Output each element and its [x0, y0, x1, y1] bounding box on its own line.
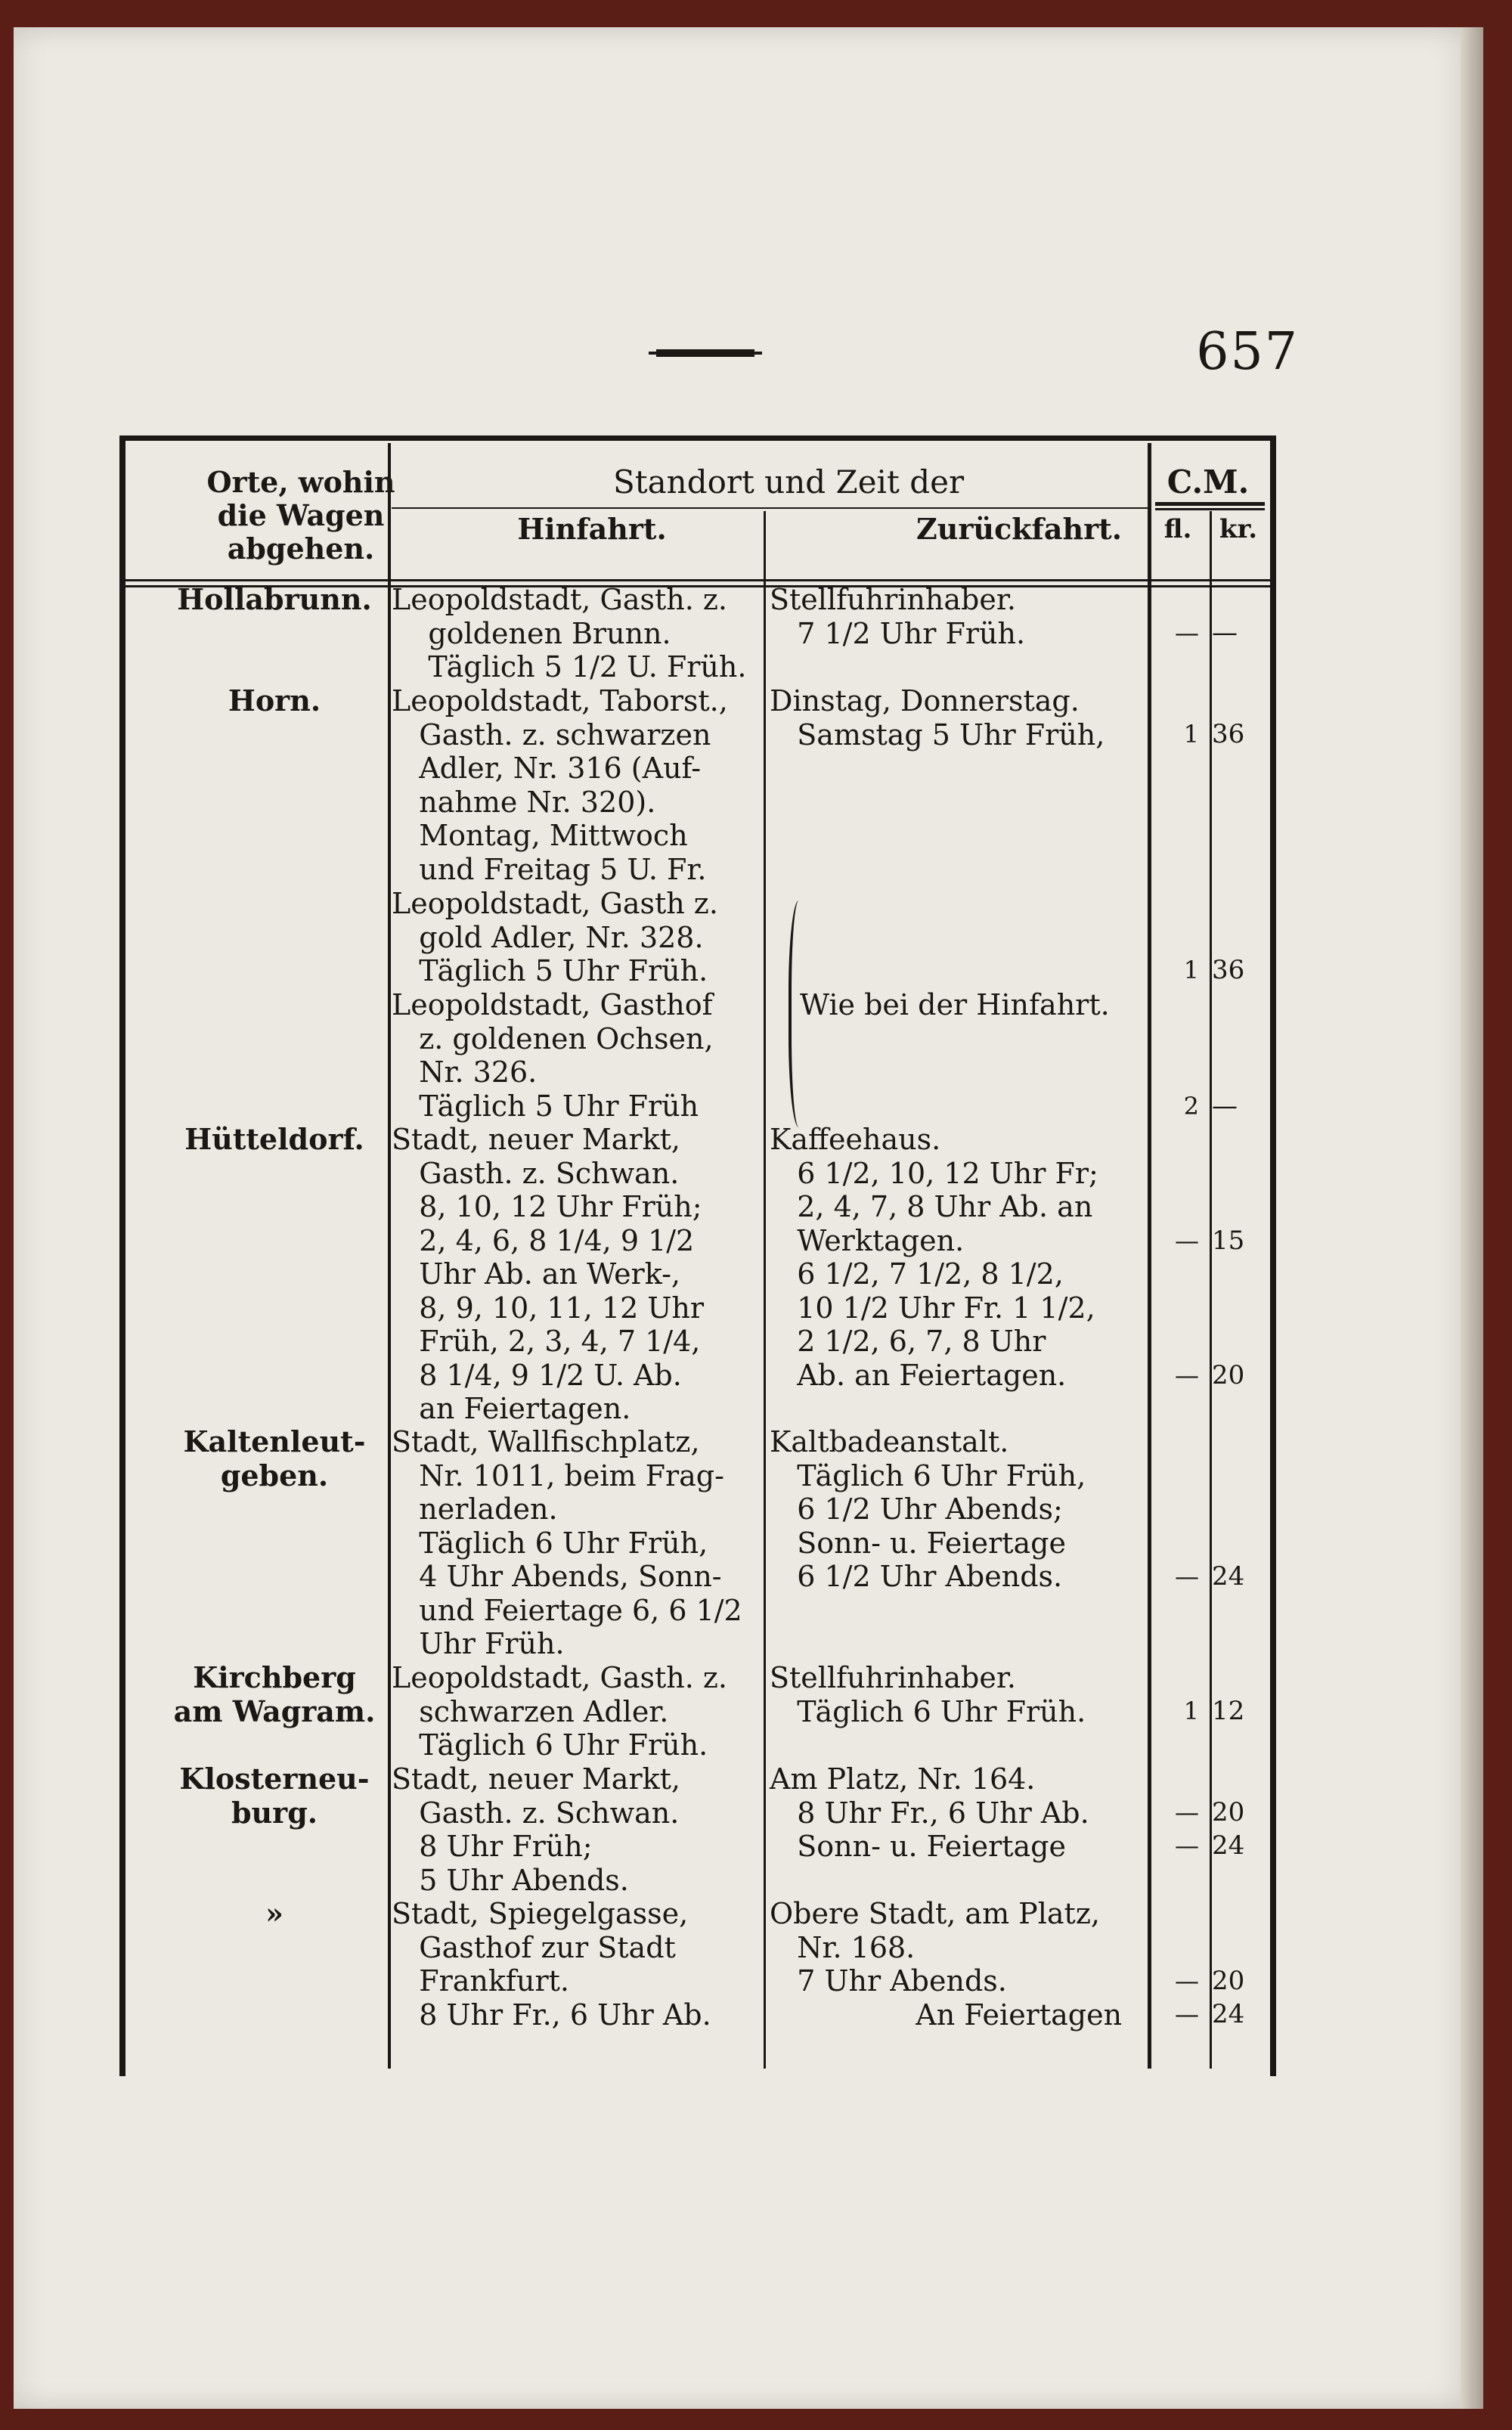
header-hinfahrt: Hinfahrt. [517, 512, 667, 546]
price-kr: 24 [1212, 1561, 1245, 1592]
price-fl: 1 [1183, 720, 1199, 749]
return-info: Wie bei der Hinfahrt. [800, 988, 1110, 1021]
price-fl: — [1175, 1967, 1199, 1995]
price-kr: 20 [1212, 1966, 1245, 1996]
departure-info: Leopoldstadt, Gasth. z. schwarzen Adler. Täglich 6 Uhr Früh. [392, 1661, 727, 1762]
header-places: Orte, wohin die Wagen abgehen. [206, 465, 395, 566]
place-name: Kaltenleut- geben. [183, 1424, 366, 1492]
departure-info: Stadt, Spiegelgasse, Gasthof zur Stadt Frankfurt. 8 Uhr Fr., 6 Uhr Ab. [392, 1897, 711, 2032]
timetable [119, 435, 1276, 2076]
price-fl: 2 [1183, 1092, 1199, 1120]
price-kr: — [1212, 618, 1238, 648]
price-fl: — [1175, 1562, 1199, 1591]
price-kr: 20 [1212, 1797, 1245, 1827]
return-info: Obere Stadt, am Platz, Nr. 168. 7 Uhr Abends. An Feiertagen [770, 1897, 1123, 2032]
departure-info: Leopoldstadt, Gasthof z. goldenen Ochsen, Nr. 326. Täglich 5 Uhr Früh [392, 988, 714, 1123]
departure-info: Leopoldstadt, Gasth. z. goldenen Brunn. Täglich 5 1/2 U. Früh. [392, 583, 747, 683]
book-page [14, 27, 1483, 2409]
departure-info: Stadt, neuer Markt, Gasth. z. Schwan. 8, 10, 12 Uhr Früh; 2, 4, 6, 8 1/4, 9 1/2 Uhr Ab. an Werk-, 8, 9, 10, 11, 12 Uhr Früh, 2, 3, 4, 7 1/4, 8 1/4, 9 1/2 U. Ab. an Feiertagen. [392, 1123, 705, 1425]
price-fl: — [1175, 1226, 1199, 1255]
price-kr: 12 [1212, 1696, 1245, 1726]
header-cm: C.M. [1167, 463, 1250, 501]
return-info: Kaltbadeanstalt. Täglich 6 Uhr Früh, 6 1/2 Uhr Abends; Sonn- u. Feiertage 6 1/2 Uhr Abends. [770, 1425, 1086, 1593]
price-kr: 20 [1212, 1360, 1245, 1390]
price-fl: — [1175, 2000, 1199, 2029]
price-fl: — [1175, 618, 1199, 647]
header-kr: kr. [1219, 514, 1258, 544]
departure-info: Stadt, Wallfischplatz, Nr. 1011, beim Frag- nerladen. Täglich 6 Uhr Früh, 4 Uhr Abends, Sonn- und Feiertage 6, 6 1/2 Uhr Früh. [392, 1425, 742, 1660]
place-name: » [265, 1896, 284, 1930]
price-fl: 1 [1183, 956, 1199, 984]
page-number: 657 [1196, 322, 1299, 382]
page-edge [1461, 27, 1483, 2409]
price-kr: 24 [1212, 1999, 1245, 2029]
return-info: Dinstag, Donnerstag. Samstag 5 Uhr Früh, [770, 684, 1105, 752]
header-ornament [656, 345, 754, 361]
price-fl: — [1175, 1361, 1199, 1390]
return-info: Stellfuhrinhaber. Täglich 6 Uhr Früh. [770, 1661, 1086, 1728]
price-fl: — [1175, 1831, 1199, 1860]
place-name: Horn. [228, 683, 321, 718]
return-info: Stellfuhrinhaber. 7 1/2 Uhr Früh. [770, 583, 1026, 650]
header-fl: fl. [1163, 514, 1192, 544]
price-kr: — [1212, 1091, 1238, 1121]
price-fl: — [1175, 1798, 1199, 1827]
return-info: Kaffeehaus. 6 1/2, 10, 12 Uhr Fr; 2, 4, 7, 8 Uhr Ab. an Werktagen. 6 1/2, 7 1/2, 8 1/2, 10 1/2 Uhr Fr. 1 1/2, 2 1/2, 6, 7, 8 Uhr Ab. an Feiertagen. [770, 1123, 1098, 1392]
departure-info: Stadt, neuer Markt, Gasth. z. Schwan. 8 Uhr Früh; 5 Uhr Abends. [392, 1762, 680, 1897]
departure-info: Leopoldstadt, Gasth z. gold Adler, Nr. 328. Täglich 5 Uhr Früh. [392, 887, 718, 987]
header-zurueckfahrt: Zurückfahrt. [916, 512, 1122, 546]
place-name: Hütteldorf. [184, 1122, 364, 1156]
price-kr: 36 [1212, 719, 1245, 749]
place-name: Klosterneu- burg. [179, 1762, 370, 1830]
price-kr: 15 [1212, 1226, 1245, 1256]
price-kr: 24 [1212, 1830, 1245, 1861]
price-fl: 1 [1183, 1697, 1199, 1725]
price-kr: 36 [1212, 955, 1245, 985]
place-name: Hollabrunn. [177, 582, 372, 616]
return-info: Am Platz, Nr. 164. 8 Uhr Fr., 6 Uhr Ab. Sonn- u. Feiertage [770, 1762, 1089, 1863]
place-name: Kirchberg am Wagram. [173, 1660, 376, 1728]
header-group-title: Standort und Zeit der [612, 463, 965, 501]
departure-info: Leopoldstadt, Taborst., Gasth. z. schwarzen Adler, Nr. 316 (Auf- nahme Nr. 320). Montag, Mittwoch und Freitag 5 U. Fr. [392, 684, 728, 886]
